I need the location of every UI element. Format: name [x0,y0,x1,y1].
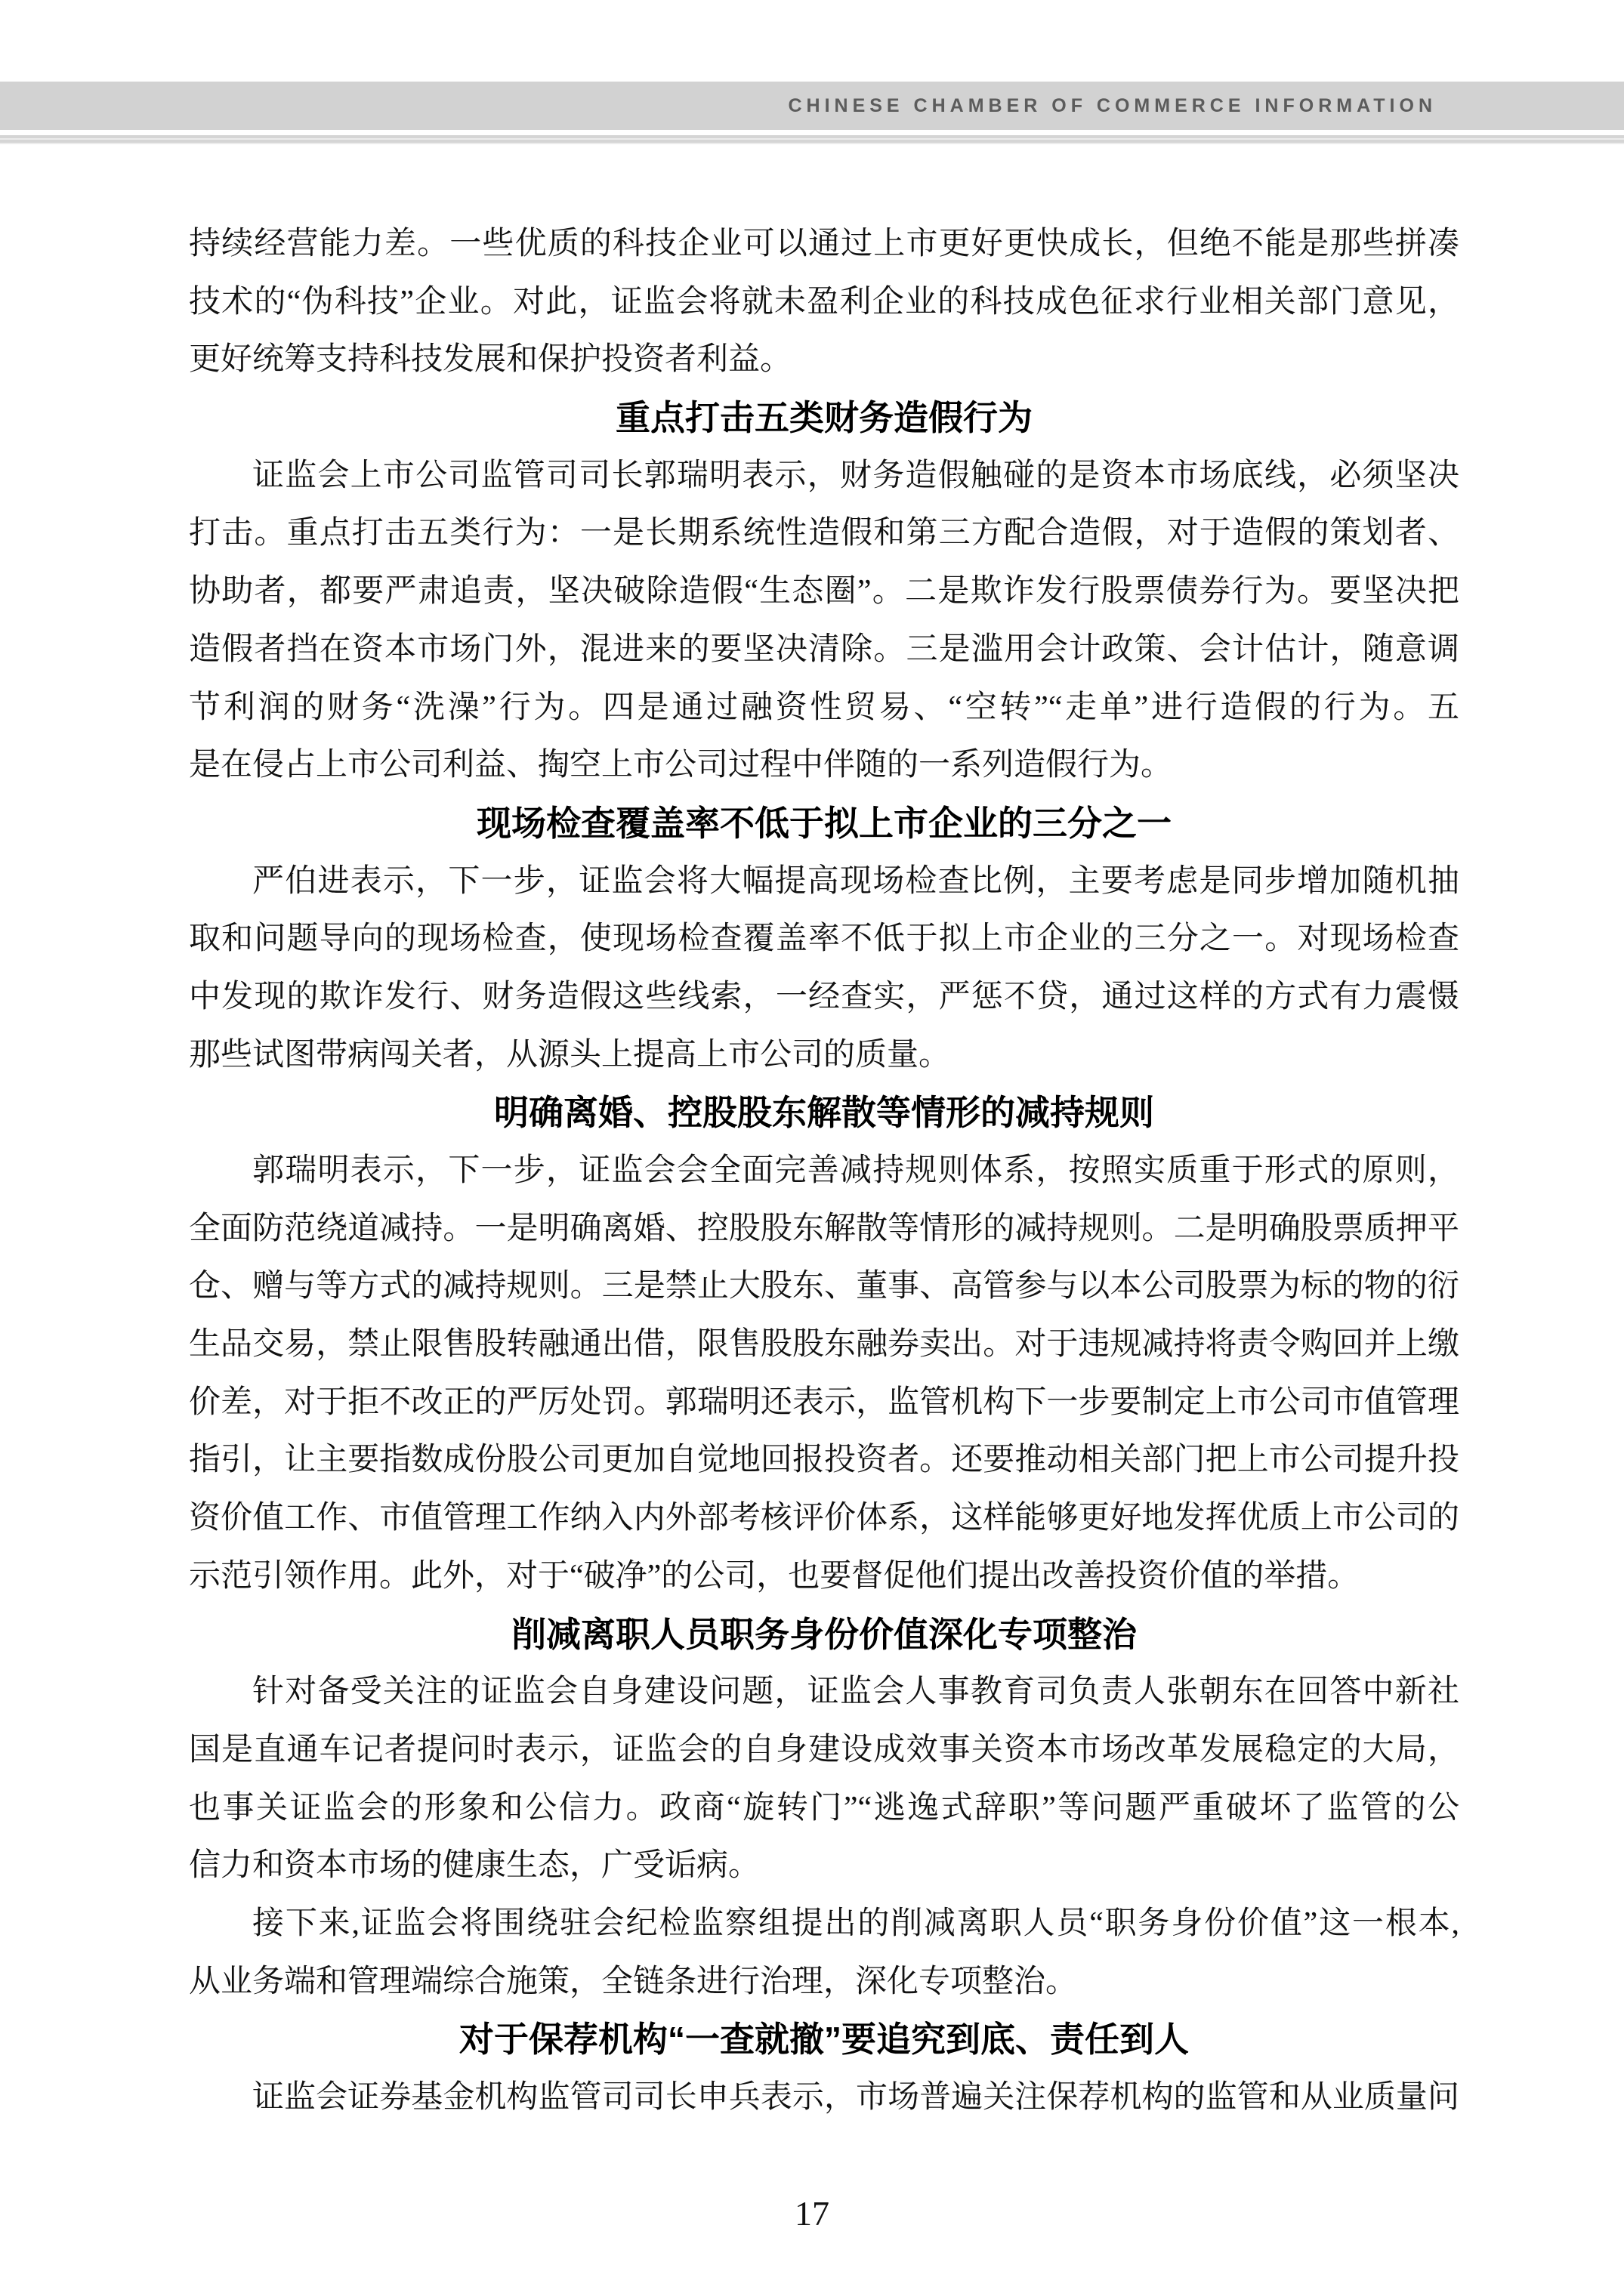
text-line: 持续经营能力差。一些优质的科技企业可以通过上市更好更快成长，但绝不能是那些拼凑 [189,227,1459,261]
text-line: 中发现的欺诈发行、财务造假这些线索，一经查实，严惩不贷，通过这样的方式有力震慑 [189,979,1459,1014]
text-line: 更好统筹支持科技发展和保护投资者利益。 [189,342,792,378]
text-line: 价差，对于拒不改正的严厉处罚。郭瑞明还表示，监管机构下一步要制定上市公司市值管理 [189,1384,1459,1420]
section-heading: 现场检查覆盖率不低于拟上市企业的三分之一 [477,803,1172,843]
section-heading: 明确离婚、控股股东解散等情形的减持规则 [494,1093,1154,1133]
text-line: 仓、赠与等方式的减持规则。三是禁止大股东、董事、高管参与以本公司股票为标的物的衍 [189,1269,1459,1304]
text-line: 接下来,证监会将围绕驻会纪检监察组提出的削减离职人员“职务身份价值”这一根本, [252,1906,1459,1941]
banner-title: CHINESE CHAMBER OF COMMERCE INFORMATION [788,95,1437,116]
text-line: 证监会上市公司监管司司长郭瑞明表示，财务造假触碰的是资本市场底线，必须坚决 [252,458,1459,493]
text-line: 造假者挡在资本市场门外，混进来的要坚决清除。三是滥用会计政策、会计估计，随意调 [189,631,1459,667]
divider-stripes [0,135,1624,144]
text-line: 从业务端和管理端综合施策，全链条进行治理，深化专项整治。 [189,1964,1078,1999]
text-line: 郭瑞明表示，下一步，证监会会全面完善减持规则体系，按照实质重于形式的原则， [252,1153,1459,1188]
text-line: 针对备受关注的证监会自身建设问题，证监会人事教育司负责人张朝东在回答中新社 [252,1674,1459,1710]
section-heading: 削减离职人员职务身份价值深化专项整治 [511,1614,1137,1654]
text-line: 也事关证监会的形象和公信力。政商“旋转门”“逃逸式辞职”等问题严重破坏了监管的公 [189,1790,1459,1825]
text-line: 全面防范绕道减持。一是明确离婚、控股股东解散等情形的减持规则。二是明确股票质押平 [189,1211,1459,1246]
page-number: 17 [795,2194,829,2233]
text-line: 节利润的财务“洗澡”行为。四是通过融资性贸易、“空转”“走单”进行造假的行为。五 [189,690,1459,725]
text-line: 国是直通车记者提问时表示，证监会的自身建设成效事关资本市场改革发展稳定的大局， [189,1732,1459,1767]
text-line: 生品交易，禁止限售股转融通出借，限售股股东融券卖出。对于违规减持将责令购回并上缴 [189,1327,1459,1363]
text-line: 打击。重点打击五类行为：一是长期系统性造假和第三方配合造假，对于造假的策划者、 [189,516,1459,551]
text-line: 信力和资本市场的健康生态，广受诟病。 [189,1848,761,1884]
text-line: 严伯进表示，下一步，证监会将大幅提高现场检查比例，主要考虑是同步增加随机抽 [252,863,1459,899]
text-line: 技术的“伪科技”企业。对此，证监会将就未盈利企业的科技成色征求行业相关部门意见， [189,284,1459,319]
text-line: 指引，让主要指数成份股公司更加自觉地回报投资者。还要推动相关部门把上市公司提升投 [189,1443,1459,1478]
text-line: 示范引领作用。此外，对于“破净”的公司，也要督促他们提出改善投资价值的举措。 [189,1558,1360,1594]
text-line: 资价值工作、市值管理工作纳入内外部考核评价体系，这样能够更好地发挥优质上市公司的 [189,1501,1459,1536]
text-line: 证监会证券基金机构监管司司长申兵表示，市场普遍关注保荐机构的监管和从业质量问 [252,2080,1459,2115]
section-heading: 重点打击五类财务造假行为 [616,398,1033,438]
text-line: 是在侵占上市公司利益、掏空上市公司过程中伴随的一系列造假行为。 [189,748,1173,783]
page-header-banner [0,82,1624,130]
section-heading: 对于保荐机构“一查就撤”要追究到底、责任到人 [459,2020,1189,2060]
document-body [189,215,1459,2127]
text-line: 取和问题导向的现场检查，使现场检查覆盖率不低于拟上市企业的三分之一。对现场检查 [189,921,1459,957]
text-line: 协助者，都要严肃追责，坚决破除造假“生态圈”。二是欺诈发行股票债券行为。要坚决把 [189,574,1459,610]
text-line: 那些试图带病闯关者，从源头上提高上市公司的质量。 [189,1037,951,1072]
